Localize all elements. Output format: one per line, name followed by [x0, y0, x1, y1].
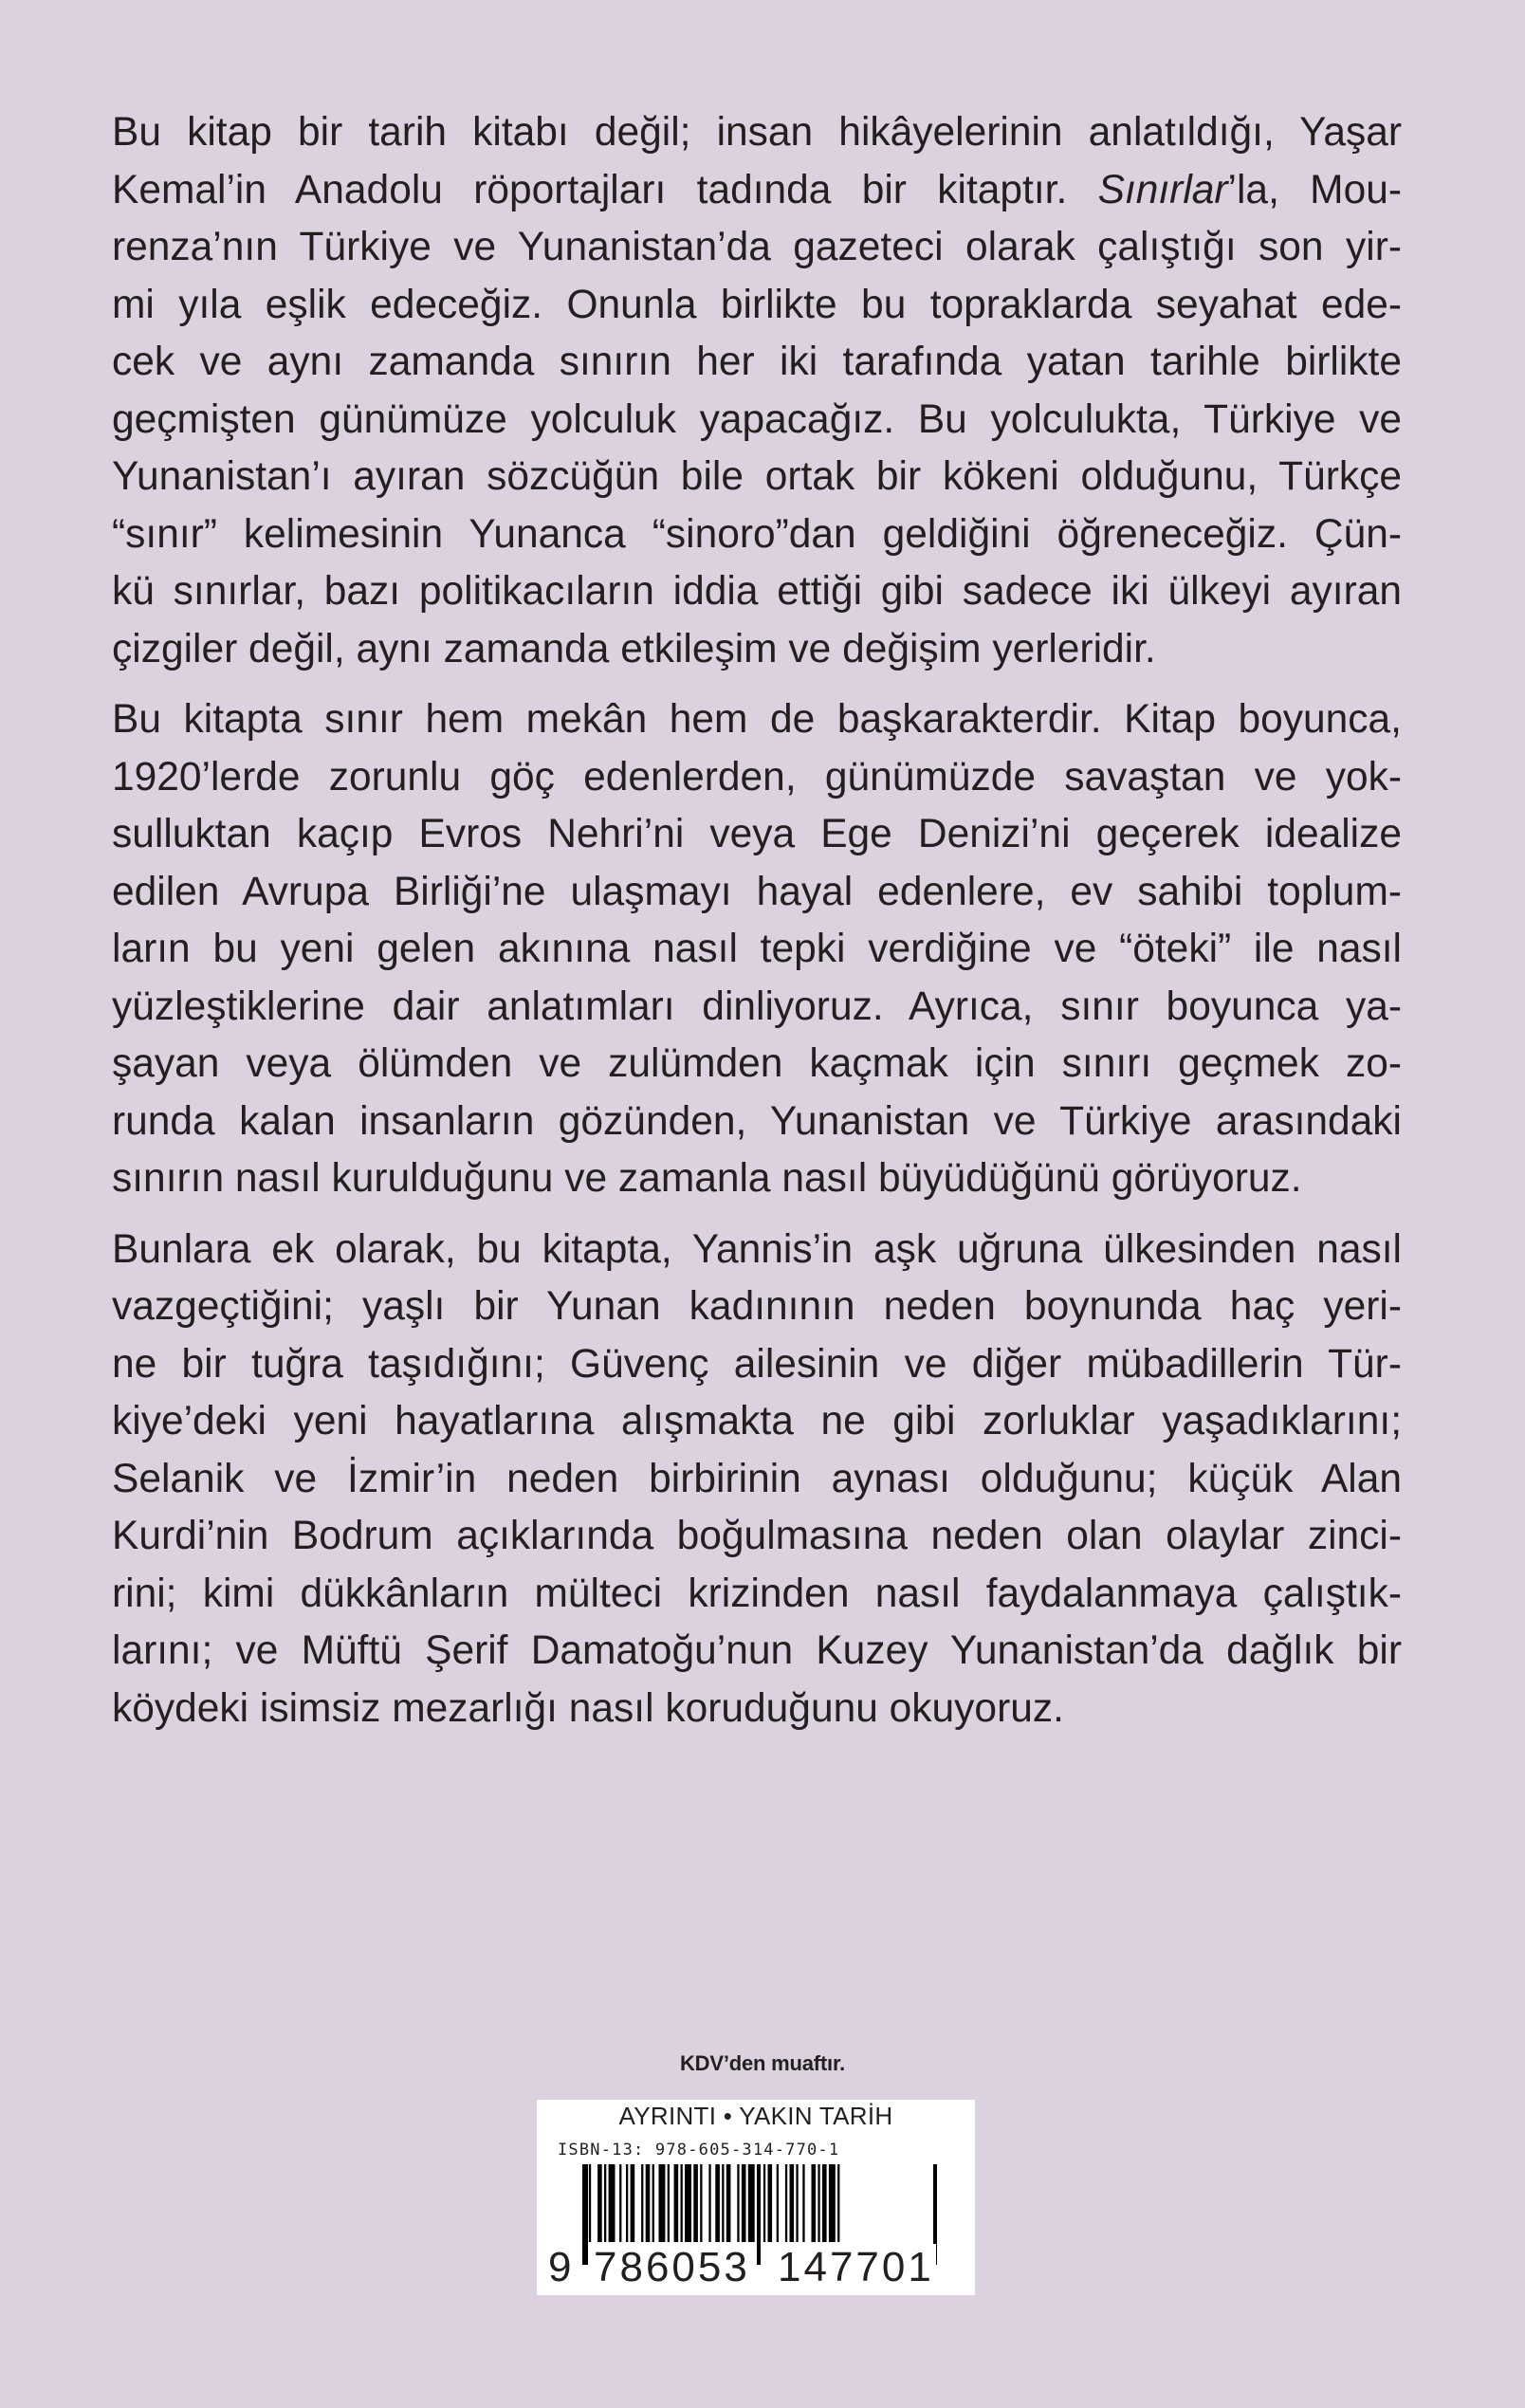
barcode-bar [641, 2164, 643, 2242]
barcode-bar [597, 2164, 602, 2242]
text-line [112, 806, 1402, 864]
barcode-bar [726, 2164, 731, 2242]
text-line [112, 1150, 1402, 1208]
paragraph [112, 691, 1402, 1208]
text-line [112, 1623, 1402, 1681]
text-segment: sulluktan kaçıp Evros Nehri’ni veya Ege Denizi’ni geçerek idealize [112, 812, 1402, 856]
barcode-bar [681, 2164, 683, 2242]
text-segment: Yunanistan’ı ayıran sözcüğün bile ortak bir kökeni olduğunu, Türkçe [112, 454, 1402, 499]
text-line [112, 1336, 1402, 1394]
text-segment: 1920’lerde zorunlu göç edenlerden, günümüzde savaştan ve yok- [112, 754, 1402, 800]
barcode-bar [763, 2164, 765, 2242]
barcode-guard-bar [759, 2164, 761, 2265]
text-line [112, 1222, 1402, 1279]
text-line [112, 162, 1402, 220]
barcode-bar [685, 2164, 691, 2242]
text-line [112, 1508, 1402, 1566]
barcode-bar [837, 2164, 839, 2242]
barcode-bar [796, 2164, 798, 2242]
text-segment: ların bu yeni gelen akınına nasıl tepki verdiğine ve “öteki” ile nasıl [112, 927, 1402, 971]
tax-exempt-note: KDV’den muaftır. [679, 2051, 846, 2075]
barcode-bar [812, 2164, 817, 2242]
text-line [112, 1094, 1402, 1151]
barcode-bar [790, 2164, 795, 2242]
barcode-guard-bar [757, 2164, 759, 2265]
text-line [112, 1278, 1402, 1336]
text-segment: kiye’deki yeni hayatlarına alışmakta ne gibi zorluklar yaşadıklarını; [112, 1399, 1402, 1443]
text-line [112, 979, 1402, 1037]
text-line [112, 1566, 1402, 1624]
text-line [112, 864, 1402, 922]
text-segment: renza’nın Türkiye ve Yunanistan’da gazeteci olarak çalıştığı son yir- [112, 225, 1402, 269]
barcode-label [537, 2100, 975, 2295]
barcode-bar [646, 2164, 651, 2242]
text-line [112, 334, 1402, 392]
barcode-bar [748, 2164, 755, 2242]
barcode-bar [768, 2164, 773, 2242]
text-segment: ne bir tuğra taşıdığını; Güvenç ailesinin ve diğer mübadillerin Tür- [112, 1341, 1402, 1387]
barcode-bar [631, 2164, 635, 2242]
barcode-bar [722, 2164, 724, 2242]
text-line [112, 219, 1402, 277]
text-segment: Kemal’in Anadolu röportajları tadında bir kitaptır. [112, 167, 1098, 212]
barcode-guard-bar [586, 2164, 588, 2265]
text-line [112, 277, 1402, 335]
barcode-guard-bar [584, 2164, 586, 2265]
isbn-number: ISBN-13: 978-605-314-770-1 [558, 2141, 840, 2160]
text-segment: “sınır” kelimesinin Yunanca “sinoro”dan geldiğini öğreneceğiz. Çün- [112, 511, 1402, 557]
text-segment: Bu kitap bir tarih kitabı değil; insan hikâyelerinin anlatıldığı, Yaşar [112, 110, 1402, 155]
barcode-bar [822, 2164, 827, 2242]
text-line [112, 449, 1402, 506]
barcode-bar [668, 2164, 670, 2242]
text-segment: kü sınırlar, bazı politikacıların iddia ettiği gibi sadece iki ülkeyi ayıran [112, 569, 1402, 614]
barcode-bar [802, 2164, 804, 2242]
barcode-bar [818, 2164, 819, 2242]
text-segment: Kurdi’nin Bodrum açıklarında boğulmasına neden olan olaylar zinci- [112, 1514, 1402, 1558]
barcode-bar [708, 2164, 710, 2242]
text-segment: şayan veya ölümden ve zulümden kaçmak için sınırı geçmek zo- [112, 1041, 1402, 1086]
barcode-bar [652, 2164, 654, 2242]
barcode-bar [619, 2164, 621, 2242]
barcode-bar [609, 2164, 616, 2242]
text-line [112, 691, 1402, 749]
ean-left-digits: 786053 [594, 2244, 750, 2290]
barcode-bar [693, 2164, 698, 2242]
barcode-bar [742, 2164, 746, 2242]
text-line [112, 104, 1402, 162]
text-segment: rini; kimi dükkânların mülteci krizinden nasıl faydalanmaya çalıştık- [112, 1571, 1402, 1616]
barcode-bar [715, 2164, 720, 2242]
text-line [112, 921, 1402, 979]
text-segment: Bu kitapta sınır hem mekân hem de başkarakterdir. Kitap boyunca, [112, 697, 1402, 742]
text-segment: cek ve aynı zamanda sınırın her iki tarafında yatan tarihle birlikte [112, 340, 1402, 384]
ean-right-digits: 147701 [778, 2244, 934, 2290]
barcode-bar [604, 2164, 606, 2242]
text-line [112, 1451, 1402, 1509]
paragraph [112, 1222, 1402, 1738]
barcode-bar [777, 2164, 779, 2242]
text-line [112, 1681, 1402, 1738]
text-line [112, 1393, 1402, 1451]
text-segment: sınırın nasıl kurulduğunu ve zamanla nasıl büyüdüğünü görüyoruz. [112, 1156, 1302, 1201]
barcode-bar [829, 2164, 836, 2242]
text-segment: runda kalan insanların gözünden, Yunanistan ve Türkiye arasındaki [112, 1098, 1402, 1144]
barcode-bar [737, 2164, 739, 2242]
barcode-bar [626, 2164, 628, 2242]
barcode-bar [785, 2164, 787, 2242]
back-cover-text [112, 104, 1402, 1751]
text-segment: vazgeçtiğini; yaşlı bir Yunan kadınının neden boynunda haç yeri- [112, 1284, 1402, 1329]
text-line [112, 621, 1402, 679]
barcode-bar [659, 2164, 666, 2242]
text-segment: köydeki isimsiz mezarlığı nasıl koruduğunu okuyoruz. [112, 1685, 1064, 1731]
text-segment: Sınırlar [1097, 167, 1228, 212]
text-segment: larını; ve Müftü Şerif Damatoğu’nun Kuzey Yunanistan’da dağlık bir [112, 1628, 1402, 1673]
text-line [112, 506, 1402, 564]
text-segment: ’la, Mou- [1227, 167, 1402, 212]
publisher-series: AYRINTI • YAKIN TARİH [618, 2102, 893, 2130]
paragraph [112, 104, 1402, 678]
text-segment: yüzleştiklerine dair anlatımları dinliyoruz. Ayrıca, sınır boyunca ya- [112, 983, 1402, 1029]
text-segment: mi yıla eşlik edeceğiz. Onunla birlikte bu topraklarda seyahat ede- [112, 282, 1402, 327]
ean-first-digit: 9 [548, 2244, 575, 2290]
barcode-bar [674, 2164, 679, 2242]
text-segment: Selanik ve İzmir’in neden birbirinin aynası olduğunu; küçük Alan [112, 1456, 1402, 1501]
text-line [112, 563, 1402, 621]
text-segment: çizgiler değil, aynı zamanda etkileşim ve değişim yerleridir. [112, 626, 1156, 671]
text-segment: geçmişten günümüze yolculuk yapacağız. Bu yolculukta, Türkiye ve [112, 396, 1402, 442]
text-line [112, 1036, 1402, 1094]
text-line [112, 392, 1402, 450]
barcode-bar [589, 2164, 591, 2242]
barcode-bar [700, 2164, 702, 2242]
text-segment: edilen Avrupa Birliği’ne ulaşmayı hayal edenlere, ev sahibi toplum- [112, 869, 1402, 914]
barcode-guard-bar [582, 2164, 584, 2265]
text-line [112, 749, 1402, 807]
text-segment: Bunlara ek olarak, bu kitapta, Yannis’in aşk uğruna ülkesinden nasıl [112, 1226, 1402, 1272]
